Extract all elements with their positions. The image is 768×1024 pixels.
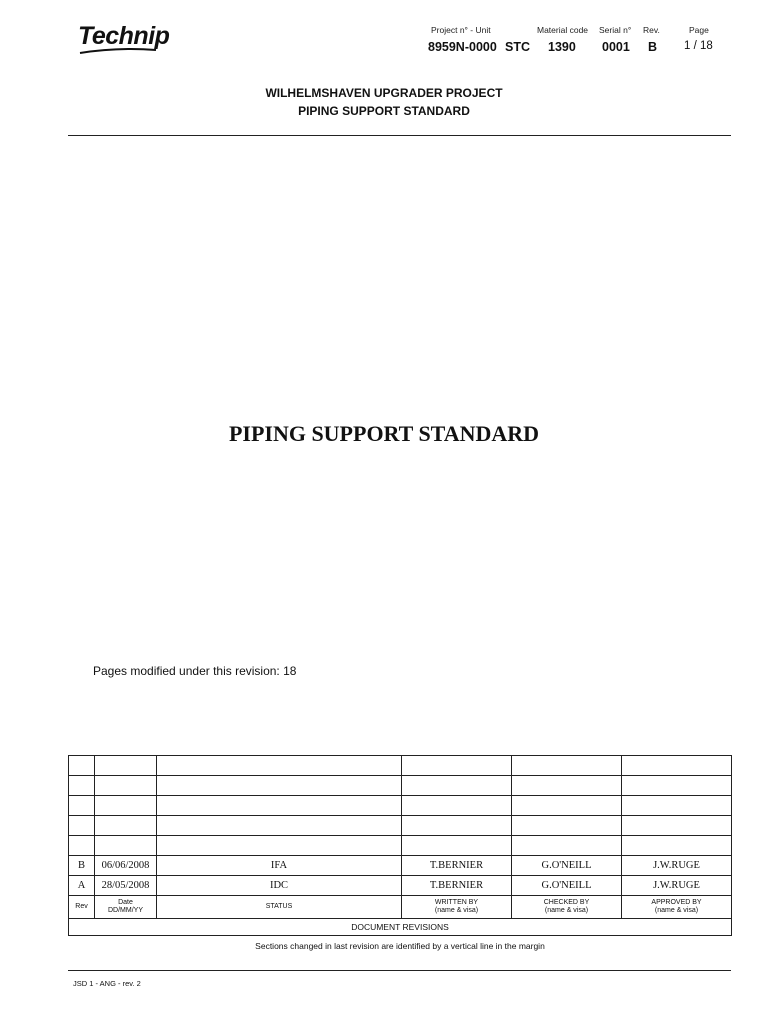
rev-cell: A [69, 876, 95, 896]
unit-code: STC [505, 40, 530, 54]
page-label: Page [689, 25, 709, 35]
approved-by-cell: J.W.RUGE [622, 876, 732, 896]
written-by-cell: T.BERNIER [402, 856, 512, 876]
date-cell: 28/05/2008 [95, 876, 157, 896]
checked-by-cell: G.O'NEILL [512, 876, 622, 896]
serial-number: 0001 [602, 40, 630, 54]
approved-by-cell: J.W.RUGE [622, 856, 732, 876]
status-cell: IDC [157, 876, 402, 896]
revision-table [68, 755, 732, 936]
footer-divider [68, 970, 731, 971]
header-divider [68, 135, 731, 136]
table-row [69, 836, 732, 856]
company-logo: Technip [78, 22, 170, 50]
pages-modified-note: Pages modified under this revision: 18 [93, 664, 297, 678]
project-subtitle: PIPING SUPPORT STANDARD [298, 104, 470, 118]
table-row [69, 776, 732, 796]
date-header: Date DD/MM/YY [95, 896, 157, 919]
revision-marking-note: Sections changed in last revision are identified by a vertical line in the margin [255, 941, 545, 951]
status-cell: IFA [157, 856, 402, 876]
project-number: 8959N-0000 [428, 40, 497, 54]
table-caption-row [69, 919, 732, 936]
material-code-label: Material code [537, 25, 589, 35]
checked-by-header: CHECKED BY (name & visa) [512, 896, 622, 919]
table-row [69, 876, 732, 896]
project-unit-label: Project n° - Unit [431, 25, 491, 35]
approved-by-header: APPROVED BY (name & visa) [622, 896, 732, 919]
rev-header: Rev [69, 896, 95, 919]
revision-letter: B [648, 40, 658, 54]
logo-swoosh-icon [78, 46, 158, 56]
table-row [69, 856, 732, 876]
project-name: WILHELMSHAVEN UPGRADER PROJECT [265, 86, 503, 100]
written-by-header: WRITTEN BY (name & visa) [402, 896, 512, 919]
date-cell: 06/06/2008 [95, 856, 157, 876]
rev-cell: B [69, 856, 95, 876]
table-row [69, 756, 732, 776]
material-code: 1390 [548, 40, 576, 54]
page-number: 1 / 18 [684, 40, 713, 52]
status-header: STATUS [157, 896, 402, 919]
table-header-row [69, 896, 732, 919]
table-row [69, 816, 732, 836]
rev-label: Rev. [643, 25, 660, 35]
form-reference: JSD 1 - ANG - rev. 2 [73, 979, 141, 988]
written-by-cell: T.BERNIER [402, 876, 512, 896]
checked-by-cell: G.O'NEILL [512, 856, 622, 876]
document-revisions-caption: DOCUMENT REVISIONS [69, 919, 732, 936]
document-title: PIPING SUPPORT STANDARD [228, 421, 540, 446]
serial-label: Serial n° [599, 25, 632, 35]
table-row [69, 796, 732, 816]
